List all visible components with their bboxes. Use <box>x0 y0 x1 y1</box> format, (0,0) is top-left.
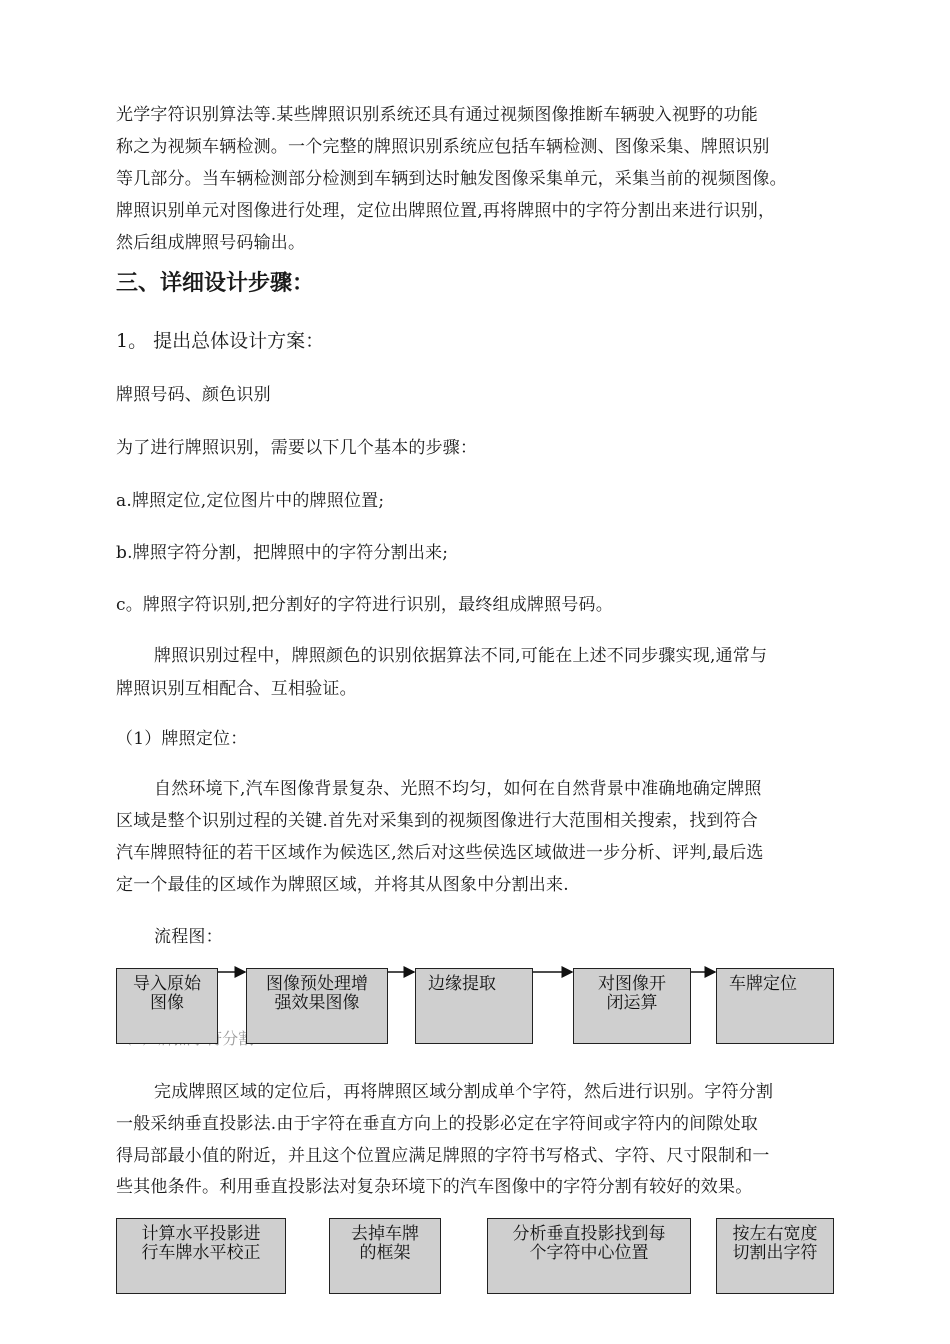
locate-para-line: 汽车牌照特征的若干区域作为候选区,然后对这些侯选区域做进一步分析、评判,最后选 <box>116 843 764 863</box>
steps-intro: 为了进行牌照识别，需要以下几个基本的步骤： <box>116 438 478 458</box>
flow-box-text: 计算水平投影进 <box>141 1224 261 1244</box>
color-para-line: 牌照识别互相配合、互相验证。 <box>116 679 357 699</box>
flow2-box-cut <box>716 1218 834 1294</box>
flow-box-text: 图像 <box>150 993 184 1013</box>
segment-para-line: 得局部最小值的附近，并且这个位置应满足牌照的字符书写格式、字符、尺寸限制和一 <box>116 1146 770 1166</box>
color-para-line: 牌照识别过程中，牌照颜色的识别依据算法不同,可能在上述不同步骤实现,通常与 <box>154 646 768 666</box>
flow-box-text: 车牌定位 <box>729 974 797 994</box>
step-c: c。牌照字符识别,把分割好的字符进行识别，最终组成牌照号码。 <box>116 595 613 615</box>
flow-box-text: 个字符中心位置 <box>529 1243 649 1263</box>
flow-box-text: 的框架 <box>359 1243 411 1263</box>
locate-heading: （1）牌照定位： <box>116 729 248 749</box>
flow-box-text: 按左右宽度 <box>732 1224 818 1244</box>
intro-line: 牌照识别单元对图像进行处理，定位出牌照位置,再将牌照中的字符分割出来进行识别， <box>116 201 776 221</box>
flow-box-morph <box>573 968 691 1044</box>
flow2-box-frame <box>329 1218 441 1294</box>
intro-line: 称之为视频车辆检测。一个完整的牌照识别系统应包括车辆检测、图像采集、牌照识别 <box>116 137 770 157</box>
step-heading: 1。 提出总体设计方案： <box>116 330 325 352</box>
flow-box-text: 强效果图像 <box>274 993 360 1013</box>
flow-box-text: 导入原始 <box>133 974 201 994</box>
locate-para-line: 自然环境下,汽车图像背景复杂、光照不均匀，如何在自然背景中准确地确定牌照 <box>154 779 762 799</box>
flow-box-preprocess <box>246 968 388 1044</box>
flow-box-text: 图像预处理增 <box>266 974 368 994</box>
flow2-box-vertical <box>487 1218 691 1294</box>
locate-para-line: 区域是整个识别过程的关键.首先对采集到的视频图像进行大范围相关搜索，找到符合 <box>116 811 759 831</box>
flow-box-edge <box>415 968 533 1044</box>
intro-line: 光学字符识别算法等.某些牌照识别系统还具有通过视频图像推断车辆驶入视野的功能 <box>116 105 759 125</box>
flow-box-text: 对图像开 <box>598 974 666 994</box>
plate-line: 牌照号码、颜色识别 <box>116 385 271 405</box>
flow-label: 流程图： <box>154 927 223 947</box>
flow-box-text: 边缘提取 <box>428 974 496 994</box>
flow-box-text: 分析垂直投影找到每 <box>512 1224 666 1244</box>
segment-para-line: 完成牌照区域的定位后，再将牌照区域分割成单个字符，然后进行识别。字符分割 <box>154 1082 774 1102</box>
flow-box-import <box>116 968 218 1044</box>
locate-para-line: 定一个最佳的区域作为牌照区域，并将其从图象中分割出来. <box>116 875 569 895</box>
flow-box-text: 行车牌水平校正 <box>141 1243 261 1263</box>
segment-para-line: 些其他条件。利用垂直投影法对复杂环境下的汽车图像中的字符分割有较好的效果。 <box>116 1177 753 1197</box>
step-b: b.牌照字符分割，把牌照中的字符分割出来; <box>116 543 449 563</box>
flow2-box-horizontal <box>116 1218 286 1294</box>
flow-box-text: 切割出字符 <box>732 1243 818 1263</box>
intro-line: 等几部分。当车辆检测部分检测到车辆到达时触发图像采集单元，采集当前的视频图像。 <box>116 169 787 189</box>
intro-line: 然后组成牌照号码输出。 <box>116 233 306 253</box>
section-heading: 三、详细设计步骤： <box>116 271 315 296</box>
flow-box-text: 闭运算 <box>606 993 658 1013</box>
segment-para-line: 一般采纳垂直投影法.由于字符在垂直方向上的投影必定在字符间或字符内的间隙处取 <box>116 1114 759 1134</box>
flow-box-text: 去掉车牌 <box>351 1224 419 1244</box>
step-a: a.牌照定位,定位图片中的牌照位置; <box>116 491 385 511</box>
flow-box-locate <box>716 968 834 1044</box>
